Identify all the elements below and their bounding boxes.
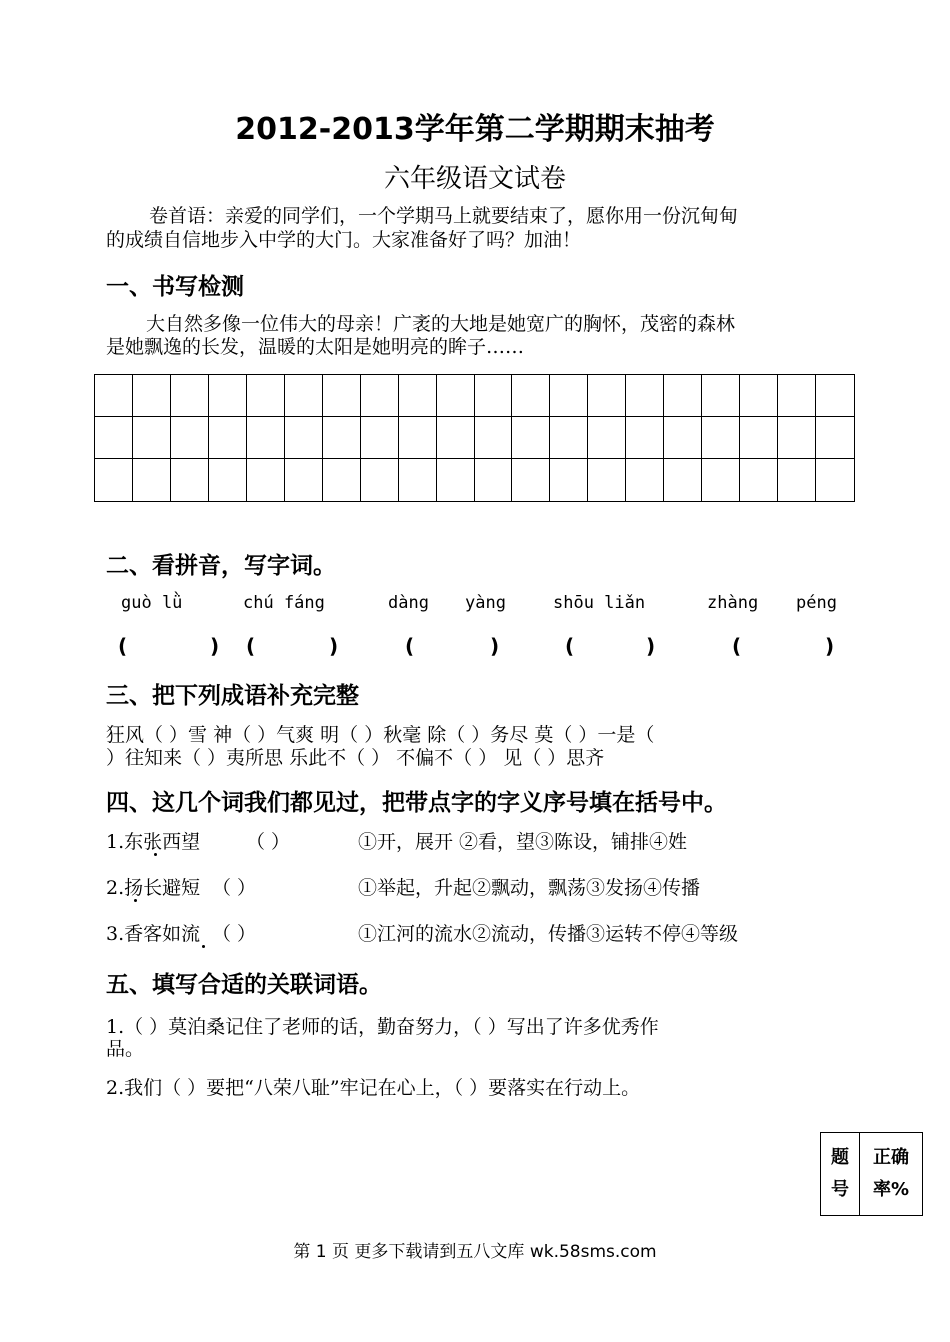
answer-paren-3-close: ) [490, 634, 500, 658]
pinyin-4: yàng [465, 593, 506, 613]
score-box-question-number [821, 1133, 860, 1215]
grid-cell[interactable] [437, 375, 475, 417]
grid-cell[interactable] [399, 459, 437, 501]
grid-cell[interactable] [816, 459, 854, 501]
pinyin-5: shōu liǎn [553, 593, 646, 613]
pinyin-1: guò lǜ [121, 593, 183, 613]
accuracy-label-line-2: 率% [872, 1179, 910, 1200]
answer-paren-4-close: ) [646, 634, 656, 658]
grid-cell[interactable] [171, 375, 209, 417]
answer-paren-2-open: ( [246, 634, 256, 658]
accuracy-label-line-1: 正确 [873, 1147, 909, 1168]
page-title: 2012-2013学年第二学期期末抽考 [235, 112, 715, 147]
grid-cell[interactable] [512, 375, 550, 417]
grid-cell[interactable] [664, 459, 702, 501]
score-box-accuracy [860, 1133, 922, 1215]
grid-cell[interactable] [209, 459, 247, 501]
meaning-options-1: ①开，展开 ②看，望③陈设，铺排④姓 [358, 831, 688, 853]
grid-cell[interactable] [399, 375, 437, 417]
section-2-heading: 二、看拼音，写字词。 [106, 553, 336, 579]
emphasis-dot-2 [134, 899, 137, 902]
grid-cell[interactable] [550, 417, 588, 459]
grid-cell[interactable] [475, 459, 513, 501]
page-subtitle: 六年级语文试卷 [383, 164, 566, 194]
answer-paren-3-open: ( [405, 634, 415, 658]
grid-cell[interactable] [323, 417, 361, 459]
grid-cell[interactable] [171, 417, 209, 459]
emphasis-dot-3 [202, 945, 205, 948]
score-label-char-1: 题 [831, 1147, 849, 1168]
meaning-word-2: 2.扬长避短 [106, 877, 201, 899]
grid-cell[interactable] [361, 375, 399, 417]
section-4-heading: 四、这几个词我们都见过，把带点字的字义序号填在括号中。 [106, 790, 727, 816]
score-box [820, 1132, 923, 1216]
writing-grid[interactable] [94, 374, 855, 502]
answer-paren-1-close: ) [210, 634, 220, 658]
grid-cell[interactable] [778, 417, 816, 459]
grid-cell[interactable] [399, 417, 437, 459]
grid-cell[interactable] [361, 417, 399, 459]
grid-cell[interactable] [550, 459, 588, 501]
meaning-word-1: 1.东张西望 [106, 831, 201, 853]
pinyin-7: péng [796, 593, 837, 613]
grid-cell[interactable] [778, 375, 816, 417]
grid-cell[interactable] [664, 417, 702, 459]
grid-cell[interactable] [740, 459, 778, 501]
grid-cell[interactable] [626, 417, 664, 459]
section-3-heading: 三、把下列成语补充完整 [106, 683, 359, 709]
idiom-line-1: 狂风（ ）雪 神（ ）气爽 明（ ）秋毫 除（ ）务尽 莫（ ）一是（ [106, 724, 655, 746]
intro-line-2: 的成绩自信地步入中学的大门。大家准备好了吗？加油！ [106, 229, 582, 251]
grid-cell[interactable] [702, 375, 740, 417]
grid-cell[interactable] [285, 417, 323, 459]
score-label-char-2: 号 [831, 1179, 849, 1200]
grid-cell[interactable] [95, 417, 133, 459]
grid-cell[interactable] [550, 375, 588, 417]
grid-cell[interactable] [285, 459, 323, 501]
grid-cell[interactable] [626, 459, 664, 501]
grid-cell[interactable] [95, 375, 133, 417]
conjunction-item-1-line-2: 品。 [106, 1038, 145, 1060]
grid-cell[interactable] [95, 459, 133, 501]
page-footer: 第 1 页 更多下载请到五八文库 wk.58sms.com [293, 1242, 657, 1262]
grid-cell[interactable] [702, 417, 740, 459]
grid-cell[interactable] [816, 417, 854, 459]
grid-cell[interactable] [171, 459, 209, 501]
grid-cell[interactable] [626, 375, 664, 417]
grid-cell[interactable] [588, 375, 626, 417]
answer-paren-1-open: ( [118, 634, 128, 658]
grid-cell[interactable] [247, 459, 285, 501]
grid-cell[interactable] [778, 459, 816, 501]
grid-cell[interactable] [133, 417, 171, 459]
grid-cell[interactable] [323, 459, 361, 501]
grid-cell[interactable] [247, 417, 285, 459]
pinyin-3: dàng [388, 593, 429, 613]
conjunction-item-2: 2.我们（ ）要把“八荣八耻”牢记在心上，（ ）要落实在行动上。 [106, 1077, 641, 1099]
grid-cell[interactable] [247, 375, 285, 417]
grid-cell[interactable] [512, 459, 550, 501]
grid-cell[interactable] [133, 459, 171, 501]
meaning-paren-3: （ ） [212, 923, 257, 945]
idiom-line-2: ）往知来（ ）夷所思 乐此不（ ） 不偏不（ ） 见（ ）思齐 [106, 747, 605, 769]
grid-cell[interactable] [475, 375, 513, 417]
grid-cell[interactable] [475, 417, 513, 459]
emphasis-dot-1 [154, 853, 157, 856]
meaning-paren-1: （ ） [246, 831, 291, 853]
conjunction-item-1-line-1: 1.（ ）莫泊桑记住了老师的话，勤奋努力，（ ）写出了许多优秀作 [106, 1016, 659, 1038]
grid-cell[interactable] [209, 375, 247, 417]
grid-cell[interactable] [702, 459, 740, 501]
answer-paren-4-open: ( [565, 634, 575, 658]
grid-cell[interactable] [361, 459, 399, 501]
pinyin-2: chú fáng [243, 593, 325, 613]
grid-cell[interactable] [133, 375, 171, 417]
grid-cell[interactable] [323, 375, 361, 417]
grid-cell[interactable] [512, 417, 550, 459]
grid-cell[interactable] [437, 459, 475, 501]
grid-cell[interactable] [588, 459, 626, 501]
grid-cell[interactable] [285, 375, 323, 417]
meaning-options-3: ①江河的流水②流动，传播③运转不停④等级 [358, 923, 739, 945]
intro-line-1: 卷首语：亲爱的同学们，一个学期马上就要结束了，愿你用一份沉甸甸 [149, 205, 739, 227]
grid-cell[interactable] [437, 417, 475, 459]
grid-cell[interactable] [588, 417, 626, 459]
grid-cell[interactable] [816, 375, 854, 417]
meaning-paren-2: （ ） [212, 877, 257, 899]
meaning-word-3: 3.香客如流 [106, 923, 201, 945]
answer-paren-5-close: ) [825, 634, 835, 658]
section-1-heading: 一、书写检测 [106, 274, 244, 300]
section-1-passage-line-2: 是她飘逸的长发，温暖的太阳是她明亮的眸子…… [106, 336, 525, 358]
section-5-heading: 五、填写合适的关联词语。 [106, 972, 382, 998]
grid-cell[interactable] [664, 375, 702, 417]
pinyin-6: zhàng [707, 593, 759, 613]
meaning-options-2: ①举起，升起②飘动，飘荡③发扬④传播 [358, 877, 701, 899]
section-1-passage-line-1: 大自然多像一位伟大的母亲！广袤的大地是她宽广的胸怀，茂密的森林 [146, 313, 736, 335]
answer-paren-2-close: ) [329, 634, 339, 658]
grid-cell[interactable] [740, 417, 778, 459]
answer-paren-5-open: ( [732, 634, 742, 658]
grid-cell[interactable] [740, 375, 778, 417]
grid-cell[interactable] [209, 417, 247, 459]
